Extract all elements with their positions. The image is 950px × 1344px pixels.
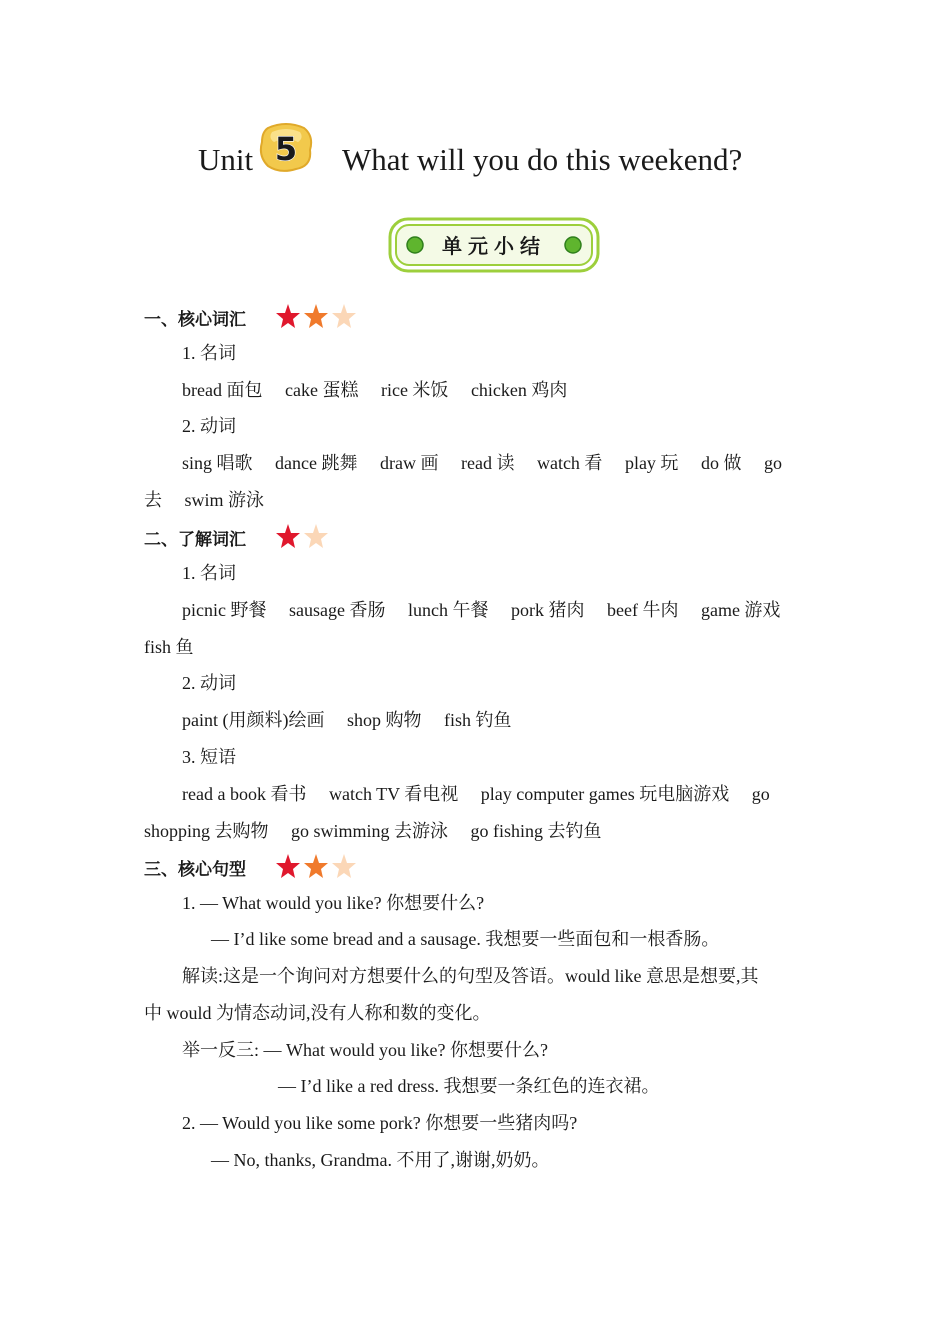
section2-nouns-label: 1. 名词 [182,563,236,583]
phrase-item: play computer games 玩电脑游戏 [480,784,730,804]
phrase-item: watch TV 看电视 [328,784,459,804]
unit-summary-banner [388,217,600,273]
sentence1-example-question: 举一反三: — What would you like? 你想要什么? [182,1040,548,1060]
sentence1-example-answer: — I’d like a red dress. 我想要一条红色的连衣裙。 [278,1076,660,1096]
unit-number: 5 [274,130,298,168]
vocab-item: chicken 鸡肉 [470,380,568,400]
vocab-item: shop 购物 [346,710,422,730]
vocab-item: lunch 午餐 [407,600,489,620]
section2-title: 二、了解词汇 [144,530,246,550]
section1-verbs-line1 [182,451,782,475]
section3-rating-stars [276,852,360,882]
banner-right-dot-icon [565,237,581,253]
vocab-item: sausage 香肠 [288,600,386,620]
vocab-item: sing 唱歌 [182,453,253,473]
section2-rating-stars [276,522,332,552]
sentence2-question: 2. — Would you like some pork? 你想要一些猪肉吗? [182,1113,578,1133]
vocab-item: 去 [144,490,162,510]
sentence1-note-line2: 中 would 为情态动词,没有人称和数的变化。 [144,1003,491,1023]
vocab-item: beef 牛肉 [606,600,679,620]
star-icon [276,304,300,328]
vocab-item: cake 蛋糕 [284,380,359,400]
sentence1-note-line1: 解读:这是一个询问对方想要什么的句型及答语。would like 意思是想要,其 [182,966,759,986]
vocab-item: fish 钓鱼 [444,710,512,730]
star-icon [276,854,300,878]
vocab-item: watch 看 [536,453,603,473]
star-icon [332,854,356,878]
phrase-item: go [751,784,770,804]
section3-title: 三、核心句型 [144,860,246,880]
banner-left-dot-icon [407,237,423,253]
phrase-item: read a book 看书 [182,784,307,804]
star-icon [304,304,328,328]
star-icon [332,304,356,328]
section1-verbs-line2 [144,488,264,512]
vocab-item: read 读 [460,453,515,473]
star-icon [304,854,328,878]
vocab-item: fish 鱼 [144,637,194,657]
vocab-item: play 玩 [624,453,679,473]
section2-verbs [182,708,512,732]
section1-title: 一、核心词汇 [144,310,246,330]
section2-verbs-label: 2. 动词 [182,673,236,693]
phrase-item: go swimming 去游泳 [291,821,449,841]
section1-nouns-label: 1. 名词 [182,343,236,363]
section1-verbs-label: 2. 动词 [182,416,236,436]
vocab-item: paint (用颜料)绘画 [182,710,325,730]
vocab-item: game 游戏 [700,600,781,620]
vocab-item: dance 跳舞 [275,453,358,473]
star-icon [276,524,300,548]
unit-header [0,120,950,200]
unit-title: What will you do this weekend? [342,142,743,177]
phrase-item: shopping 去购物 [144,821,269,841]
section1-rating-stars [276,302,360,332]
sentence2-answer: — No, thanks, Grandma. 不用了,谢谢,奶奶。 [211,1150,550,1170]
section1-nouns [182,378,567,402]
sentence1-question: 1. — What would you like? 你想要什么? [182,893,485,913]
banner-label: 单元小结 [442,234,546,258]
section2-nouns-line2 [144,635,194,659]
unit-label: Unit [198,142,254,177]
phrase-item: go fishing 去钓鱼 [470,821,602,841]
vocab-item: do 做 [700,453,742,473]
star-icon [304,524,328,548]
vocab-item: go [763,453,782,473]
section2-phrases-line1 [182,782,770,806]
vocab-item: draw 画 [379,453,439,473]
vocab-item: swim 游泳 [184,490,265,510]
unit-number-badge [258,122,314,172]
section2-phrases-line2 [144,819,602,843]
section2-phrases-label: 3. 短语 [182,747,236,767]
vocab-item: pork 猪肉 [510,600,585,620]
vocab-item: picnic 野餐 [182,600,267,620]
vocab-item: rice 米饭 [380,380,449,400]
sentence1-answer: — I’d like some bread and a sausage. 我想要一些面包和一根香肠。 [211,929,720,949]
vocab-item: bread 面包 [182,380,263,400]
section2-nouns-line1 [182,598,780,622]
